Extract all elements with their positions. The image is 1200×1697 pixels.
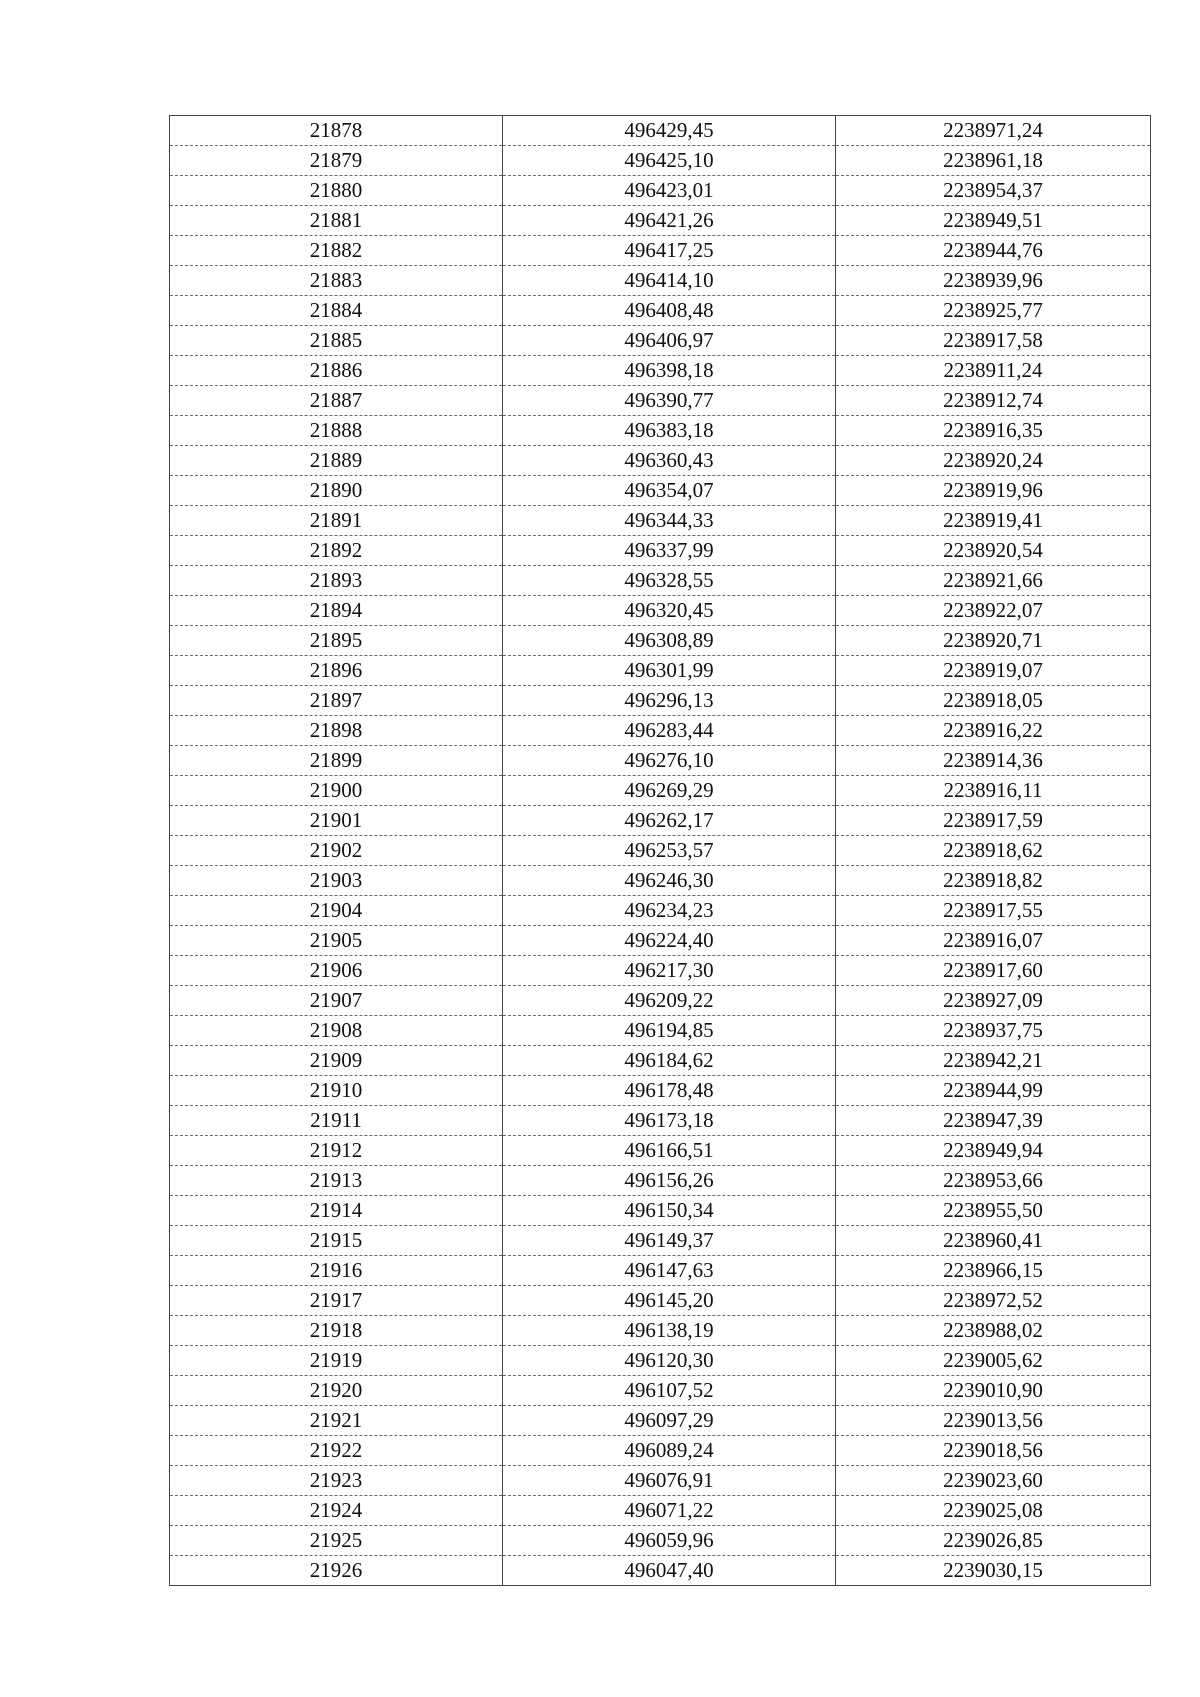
table-row: [170, 626, 1151, 656]
table-row: [170, 1556, 1151, 1586]
y-coordinate-cell: 2238918,62: [836, 836, 1151, 866]
table-row: [170, 446, 1151, 476]
x-coordinate-cell: 496047,40: [503, 1556, 836, 1586]
x-coordinate-cell: 496283,44: [503, 716, 836, 746]
x-coordinate-cell: 496429,45: [503, 116, 836, 146]
x-coordinate-cell: 496076,91: [503, 1466, 836, 1496]
table-row: [170, 146, 1151, 176]
y-coordinate-cell: 2238920,24: [836, 446, 1151, 476]
point-number-cell: 21920: [170, 1376, 503, 1406]
point-number-cell: 21912: [170, 1136, 503, 1166]
y-coordinate-cell: 2238944,76: [836, 236, 1151, 266]
y-coordinate-cell: 2238921,66: [836, 566, 1151, 596]
y-coordinate-cell: 2238966,15: [836, 1256, 1151, 1286]
table-row: [170, 746, 1151, 776]
table-row: [170, 326, 1151, 356]
x-coordinate-cell: 496156,26: [503, 1166, 836, 1196]
table-row: [170, 1376, 1151, 1406]
table-row: [170, 866, 1151, 896]
x-coordinate-cell: 496194,85: [503, 1016, 836, 1046]
y-coordinate-cell: 2238919,07: [836, 656, 1151, 686]
y-coordinate-cell: 2238916,35: [836, 416, 1151, 446]
point-number-cell: 21895: [170, 626, 503, 656]
point-number-cell: 21917: [170, 1286, 503, 1316]
point-number-cell: 21893: [170, 566, 503, 596]
point-number-cell: 21909: [170, 1046, 503, 1076]
coordinates-table: [169, 115, 1151, 1586]
table-row: [170, 386, 1151, 416]
point-number-cell: 21899: [170, 746, 503, 776]
table-row: [170, 1526, 1151, 1556]
y-coordinate-cell: 2238919,96: [836, 476, 1151, 506]
x-coordinate-cell: 496120,30: [503, 1346, 836, 1376]
x-coordinate-cell: 496414,10: [503, 266, 836, 296]
table-row: [170, 1496, 1151, 1526]
point-number-cell: 21898: [170, 716, 503, 746]
x-coordinate-cell: 496398,18: [503, 356, 836, 386]
table-row: [170, 1196, 1151, 1226]
y-coordinate-cell: 2238971,24: [836, 116, 1151, 146]
table-row: [170, 686, 1151, 716]
point-number-cell: 21879: [170, 146, 503, 176]
y-coordinate-cell: 2239018,56: [836, 1436, 1151, 1466]
point-number-cell: 21919: [170, 1346, 503, 1376]
x-coordinate-cell: 496406,97: [503, 326, 836, 356]
table-row: [170, 1406, 1151, 1436]
y-coordinate-cell: 2238917,55: [836, 896, 1151, 926]
y-coordinate-cell: 2238955,50: [836, 1196, 1151, 1226]
x-coordinate-cell: 496262,17: [503, 806, 836, 836]
table-row: [170, 1226, 1151, 1256]
y-coordinate-cell: 2238939,96: [836, 266, 1151, 296]
y-coordinate-cell: 2238922,07: [836, 596, 1151, 626]
y-coordinate-cell: 2238916,22: [836, 716, 1151, 746]
x-coordinate-cell: 496269,29: [503, 776, 836, 806]
point-number-cell: 21880: [170, 176, 503, 206]
point-number-cell: 21892: [170, 536, 503, 566]
x-coordinate-cell: 496071,22: [503, 1496, 836, 1526]
x-coordinate-cell: 496059,96: [503, 1526, 836, 1556]
x-coordinate-cell: 496217,30: [503, 956, 836, 986]
x-coordinate-cell: 496184,62: [503, 1046, 836, 1076]
point-number-cell: 21886: [170, 356, 503, 386]
table-row: [170, 836, 1151, 866]
y-coordinate-cell: 2238944,99: [836, 1076, 1151, 1106]
table-row: [170, 1046, 1151, 1076]
coordinates-table-body: [170, 116, 1151, 1586]
y-coordinate-cell: 2239013,56: [836, 1406, 1151, 1436]
y-coordinate-cell: 2239023,60: [836, 1466, 1151, 1496]
point-number-cell: 21890: [170, 476, 503, 506]
table-row: [170, 596, 1151, 626]
point-number-cell: 21926: [170, 1556, 503, 1586]
y-coordinate-cell: 2238953,66: [836, 1166, 1151, 1196]
y-coordinate-cell: 2238949,51: [836, 206, 1151, 236]
table-row: [170, 1106, 1151, 1136]
x-coordinate-cell: 496234,23: [503, 896, 836, 926]
point-number-cell: 21884: [170, 296, 503, 326]
table-row: [170, 1016, 1151, 1046]
x-coordinate-cell: 496178,48: [503, 1076, 836, 1106]
y-coordinate-cell: 2238961,18: [836, 146, 1151, 176]
x-coordinate-cell: 496308,89: [503, 626, 836, 656]
table-row: [170, 1286, 1151, 1316]
point-number-cell: 21882: [170, 236, 503, 266]
table-row: [170, 416, 1151, 446]
x-coordinate-cell: 496421,26: [503, 206, 836, 236]
x-coordinate-cell: 496166,51: [503, 1136, 836, 1166]
point-number-cell: 21922: [170, 1436, 503, 1466]
point-number-cell: 21889: [170, 446, 503, 476]
y-coordinate-cell: 2238916,11: [836, 776, 1151, 806]
table-row: [170, 896, 1151, 926]
y-coordinate-cell: 2238925,77: [836, 296, 1151, 326]
x-coordinate-cell: 496150,34: [503, 1196, 836, 1226]
y-coordinate-cell: 2239025,08: [836, 1496, 1151, 1526]
x-coordinate-cell: 496423,01: [503, 176, 836, 206]
point-number-cell: 21908: [170, 1016, 503, 1046]
table-row: [170, 476, 1151, 506]
point-number-cell: 21914: [170, 1196, 503, 1226]
y-coordinate-cell: 2238917,60: [836, 956, 1151, 986]
table-row: [170, 1256, 1151, 1286]
y-coordinate-cell: 2239005,62: [836, 1346, 1151, 1376]
x-coordinate-cell: 496209,22: [503, 986, 836, 1016]
table-row: [170, 506, 1151, 536]
y-coordinate-cell: 2239010,90: [836, 1376, 1151, 1406]
x-coordinate-cell: 496097,29: [503, 1406, 836, 1436]
x-coordinate-cell: 496296,13: [503, 686, 836, 716]
y-coordinate-cell: 2238918,05: [836, 686, 1151, 716]
table-row: [170, 1316, 1151, 1346]
y-coordinate-cell: 2238919,41: [836, 506, 1151, 536]
table-row: [170, 956, 1151, 986]
x-coordinate-cell: 496328,55: [503, 566, 836, 596]
point-number-cell: 21911: [170, 1106, 503, 1136]
x-coordinate-cell: 496408,48: [503, 296, 836, 326]
point-number-cell: 21913: [170, 1166, 503, 1196]
y-coordinate-cell: 2238972,52: [836, 1286, 1151, 1316]
point-number-cell: 21897: [170, 686, 503, 716]
table-row: [170, 926, 1151, 956]
point-number-cell: 21894: [170, 596, 503, 626]
point-number-cell: 21904: [170, 896, 503, 926]
x-coordinate-cell: 496145,20: [503, 1286, 836, 1316]
point-number-cell: 21916: [170, 1256, 503, 1286]
x-coordinate-cell: 496138,19: [503, 1316, 836, 1346]
point-number-cell: 21896: [170, 656, 503, 686]
x-coordinate-cell: 496246,30: [503, 866, 836, 896]
y-coordinate-cell: 2238942,21: [836, 1046, 1151, 1076]
x-coordinate-cell: 496417,25: [503, 236, 836, 266]
y-coordinate-cell: 2238912,74: [836, 386, 1151, 416]
y-coordinate-cell: 2238914,36: [836, 746, 1151, 776]
x-coordinate-cell: 496253,57: [503, 836, 836, 866]
point-number-cell: 21915: [170, 1226, 503, 1256]
table-row: [170, 716, 1151, 746]
y-coordinate-cell: 2239026,85: [836, 1526, 1151, 1556]
table-row: [170, 296, 1151, 326]
y-coordinate-cell: 2238949,94: [836, 1136, 1151, 1166]
point-number-cell: 21905: [170, 926, 503, 956]
point-number-cell: 21923: [170, 1466, 503, 1496]
y-coordinate-cell: 2238947,39: [836, 1106, 1151, 1136]
x-coordinate-cell: 496107,52: [503, 1376, 836, 1406]
table-row: [170, 1436, 1151, 1466]
table-row: [170, 116, 1151, 146]
point-number-cell: 21901: [170, 806, 503, 836]
x-coordinate-cell: 496383,18: [503, 416, 836, 446]
x-coordinate-cell: 496224,40: [503, 926, 836, 956]
point-number-cell: 21910: [170, 1076, 503, 1106]
x-coordinate-cell: 496149,37: [503, 1226, 836, 1256]
y-coordinate-cell: 2238911,24: [836, 356, 1151, 386]
y-coordinate-cell: 2238920,71: [836, 626, 1151, 656]
point-number-cell: 21903: [170, 866, 503, 896]
x-coordinate-cell: 496147,63: [503, 1256, 836, 1286]
point-number-cell: 21924: [170, 1496, 503, 1526]
point-number-cell: 21881: [170, 206, 503, 236]
x-coordinate-cell: 496360,43: [503, 446, 836, 476]
y-coordinate-cell: 2238916,07: [836, 926, 1151, 956]
point-number-cell: 21918: [170, 1316, 503, 1346]
x-coordinate-cell: 496425,10: [503, 146, 836, 176]
y-coordinate-cell: 2239030,15: [836, 1556, 1151, 1586]
point-number-cell: 21891: [170, 506, 503, 536]
point-number-cell: 21887: [170, 386, 503, 416]
table-row: [170, 806, 1151, 836]
table-row: [170, 536, 1151, 566]
y-coordinate-cell: 2238918,82: [836, 866, 1151, 896]
table-row: [170, 1136, 1151, 1166]
table-row: [170, 356, 1151, 386]
y-coordinate-cell: 2238937,75: [836, 1016, 1151, 1046]
table-row: [170, 206, 1151, 236]
table-row: [170, 236, 1151, 266]
table-row: [170, 266, 1151, 296]
table-row: [170, 1166, 1151, 1196]
point-number-cell: 21878: [170, 116, 503, 146]
point-number-cell: 21883: [170, 266, 503, 296]
x-coordinate-cell: 496344,33: [503, 506, 836, 536]
point-number-cell: 21925: [170, 1526, 503, 1556]
point-number-cell: 21885: [170, 326, 503, 356]
table-row: [170, 986, 1151, 1016]
x-coordinate-cell: 496390,77: [503, 386, 836, 416]
x-coordinate-cell: 496337,99: [503, 536, 836, 566]
y-coordinate-cell: 2238927,09: [836, 986, 1151, 1016]
y-coordinate-cell: 2238920,54: [836, 536, 1151, 566]
y-coordinate-cell: 2238917,59: [836, 806, 1151, 836]
point-number-cell: 21907: [170, 986, 503, 1016]
point-number-cell: 21902: [170, 836, 503, 866]
table-row: [170, 1076, 1151, 1106]
point-number-cell: 21888: [170, 416, 503, 446]
table-row: [170, 1346, 1151, 1376]
y-coordinate-cell: 2238988,02: [836, 1316, 1151, 1346]
y-coordinate-cell: 2238954,37: [836, 176, 1151, 206]
point-number-cell: 21906: [170, 956, 503, 986]
table-row: [170, 566, 1151, 596]
y-coordinate-cell: 2238917,58: [836, 326, 1151, 356]
x-coordinate-cell: 496173,18: [503, 1106, 836, 1136]
y-coordinate-cell: 2238960,41: [836, 1226, 1151, 1256]
x-coordinate-cell: 496354,07: [503, 476, 836, 506]
table-row: [170, 776, 1151, 806]
x-coordinate-cell: 496276,10: [503, 746, 836, 776]
table-row: [170, 1466, 1151, 1496]
point-number-cell: 21921: [170, 1406, 503, 1436]
table-row: [170, 656, 1151, 686]
table-row: [170, 176, 1151, 206]
x-coordinate-cell: 496301,99: [503, 656, 836, 686]
x-coordinate-cell: 496320,45: [503, 596, 836, 626]
point-number-cell: 21900: [170, 776, 503, 806]
x-coordinate-cell: 496089,24: [503, 1436, 836, 1466]
